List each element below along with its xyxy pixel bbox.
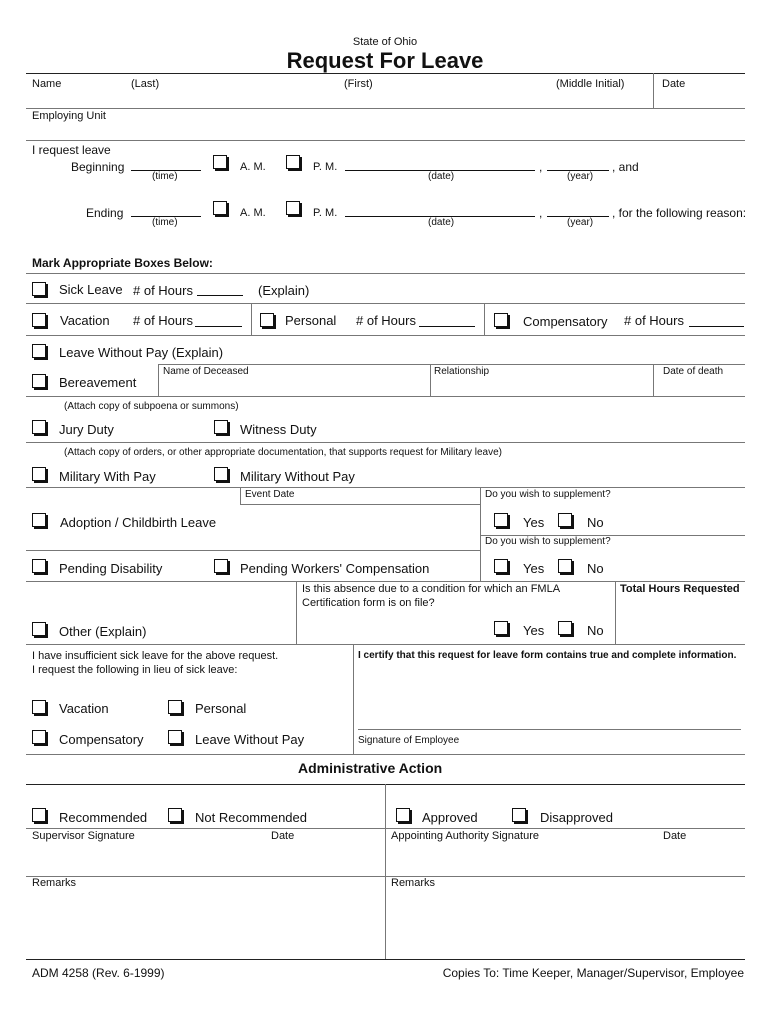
adoption-no-label: No: [587, 515, 604, 530]
insufficient-compensatory-checkbox[interactable]: [32, 730, 46, 744]
ending-comma: ,: [539, 206, 543, 220]
pending-yes-label: Yes: [523, 561, 545, 576]
witness-duty-checkbox[interactable]: [214, 420, 228, 434]
vacation-label: Vacation: [60, 313, 110, 328]
compensatory-label: Compensatory: [523, 314, 608, 329]
pending-no-checkbox[interactable]: [558, 559, 572, 573]
page-title: Request For Leave: [286, 48, 484, 73]
employing-unit-label: Employing Unit: [32, 110, 106, 122]
pending-workers-comp-checkbox[interactable]: [214, 559, 228, 573]
reason-text: , for the following reason:: [612, 206, 747, 220]
supervisor-date-label: Date: [271, 830, 295, 842]
relationship-label: Relationship: [434, 366, 490, 377]
date-label: Date: [662, 78, 686, 90]
beginning-am-label: A. M.: [240, 161, 266, 173]
vacation-hours-label: # of Hours: [133, 313, 193, 328]
fmla-yes-checkbox[interactable]: [494, 621, 508, 635]
attach-orders-note: (Attach copy of orders, or other appropriate documentation, that supports request for Military leave): [64, 447, 502, 458]
appointing-date-label: Date: [663, 830, 687, 842]
employee-signature-label: Signature of Employee: [358, 735, 460, 746]
other-checkbox[interactable]: [32, 622, 46, 636]
military-with-pay-label: Military With Pay: [59, 469, 156, 484]
insufficient-vacation-label: Vacation: [59, 701, 109, 716]
compensatory-checkbox[interactable]: [494, 313, 508, 327]
adoption-yes-checkbox[interactable]: [494, 513, 508, 527]
adoption-no-checkbox[interactable]: [558, 513, 572, 527]
jury-duty-checkbox[interactable]: [32, 420, 46, 434]
beginning-label: Beginning: [71, 160, 125, 174]
insufficient-line2: I request the following in lieu of sick leave:: [32, 664, 238, 676]
total-hours-label: Total Hours Requested: [620, 583, 740, 595]
sick-leave-label: Sick Leave: [59, 282, 123, 297]
supplement-question-2: Do you wish to supplement?: [485, 536, 611, 547]
insufficient-personal-label: Personal: [195, 701, 247, 716]
beginning-pm-checkbox[interactable]: [286, 155, 300, 169]
pending-disability-checkbox[interactable]: [32, 559, 46, 573]
copies-to: Copies To: Time Keeper, Manager/Supervisor, Employee: [442, 966, 744, 980]
form-id: ADM 4258 (Rev. 6-1999): [32, 966, 165, 980]
recommended-label: Recommended: [59, 810, 148, 825]
recommended-checkbox[interactable]: [32, 808, 46, 822]
name-label: Name: [32, 78, 62, 90]
military-without-pay-checkbox[interactable]: [214, 467, 228, 481]
pending-yes-checkbox[interactable]: [494, 559, 508, 573]
sick-leave-checkbox[interactable]: [32, 282, 46, 296]
supervisor-signature-label: Supervisor Signature: [32, 830, 135, 842]
supplement-question-1: Do you wish to supplement?: [485, 489, 611, 500]
ending-am-checkbox[interactable]: [213, 201, 227, 215]
middle-initial-label: (Middle Initial): [556, 78, 625, 90]
ending-date-caption: (date): [428, 217, 455, 228]
name-deceased-label: Name of Deceased: [163, 366, 249, 377]
appointing-signature-label: Appointing Authority Signature: [391, 830, 539, 842]
approved-label: Approved: [422, 810, 478, 825]
fmla-question-line2: Certification form is on file?: [302, 597, 435, 609]
appointing-remarks-label: Remarks: [391, 877, 436, 889]
state-label: State of Ohio: [352, 36, 418, 48]
insufficient-vacation-checkbox[interactable]: [32, 700, 46, 714]
event-date-label: Event Date: [245, 489, 295, 500]
disapproved-label: Disapproved: [540, 810, 613, 825]
ending-time-caption: (time): [152, 217, 178, 228]
pending-no-label: No: [587, 561, 604, 576]
fmla-no-label: No: [587, 623, 604, 638]
date-of-death-label: Date of death: [663, 366, 724, 377]
pending-disability-label: Pending Disability: [59, 561, 163, 576]
ending-label: Ending: [86, 206, 124, 220]
ending-pm-checkbox[interactable]: [286, 201, 300, 215]
approved-checkbox[interactable]: [396, 808, 410, 822]
first-label: (First): [344, 78, 373, 90]
beginning-pm-label: P. M.: [313, 161, 338, 173]
military-without-pay-label: Military Without Pay: [240, 469, 355, 484]
request-intro: I request leave: [32, 143, 111, 157]
personal-label: Personal: [285, 313, 337, 328]
supervisor-remarks-label: Remarks: [32, 877, 77, 889]
insufficient-lwop-label: Leave Without Pay: [195, 732, 305, 747]
bereavement-checkbox[interactable]: [32, 374, 46, 388]
fmla-no-checkbox[interactable]: [558, 621, 572, 635]
witness-duty-label: Witness Duty: [240, 422, 317, 437]
insufficient-personal-checkbox[interactable]: [168, 700, 182, 714]
insufficient-compensatory-label: Compensatory: [59, 732, 144, 747]
ending-am-label: A. M.: [240, 207, 266, 219]
bereavement-label: Bereavement: [59, 375, 137, 390]
certify-statement: I certify that this request for leave form contains true and complete information.: [358, 650, 737, 661]
attach-subpoena-note: (Attach copy of subpoena or summons): [64, 401, 239, 412]
vacation-checkbox[interactable]: [32, 313, 46, 327]
personal-checkbox[interactable]: [260, 313, 274, 327]
military-with-pay-checkbox[interactable]: [32, 467, 46, 481]
beginning-time-caption: (time): [152, 171, 178, 182]
fmla-yes-label: Yes: [523, 623, 545, 638]
and-text: , and: [612, 160, 639, 174]
sick-explain-label: (Explain): [258, 283, 310, 298]
insufficient-lwop-checkbox[interactable]: [168, 730, 182, 744]
not-recommended-label: Not Recommended: [195, 810, 307, 825]
beginning-comma: ,: [539, 160, 543, 174]
fmla-question-line1: Is this absence due to a condition for which an FMLA: [302, 583, 561, 595]
insufficient-line1: I have insufficient sick leave for the above request.: [32, 650, 279, 662]
compensatory-hours-label: # of Hours: [624, 313, 684, 328]
disapproved-checkbox[interactable]: [512, 808, 526, 822]
beginning-date-caption: (date): [428, 171, 455, 182]
ending-pm-label: P. M.: [313, 207, 338, 219]
last-label: (Last): [131, 78, 160, 90]
pending-workers-comp-label: Pending Workers' Compensation: [240, 561, 430, 576]
lwop-checkbox[interactable]: [32, 344, 46, 358]
beginning-am-checkbox[interactable]: [213, 155, 227, 169]
other-label: Other (Explain): [59, 624, 147, 639]
adoption-label: Adoption / Childbirth Leave: [60, 515, 217, 530]
ending-year-caption: (year): [567, 217, 594, 228]
mark-boxes-heading: Mark Appropriate Boxes Below:: [32, 256, 213, 270]
admin-action-heading: Administrative Action: [298, 760, 443, 776]
adoption-yes-label: Yes: [523, 515, 545, 530]
jury-duty-label: Jury Duty: [59, 422, 114, 437]
personal-hours-label: # of Hours: [356, 313, 416, 328]
lwop-label: Leave Without Pay (Explain): [59, 345, 224, 360]
adoption-checkbox[interactable]: [32, 513, 46, 527]
sick-hours-label: # of Hours: [133, 283, 193, 298]
beginning-year-caption: (year): [567, 171, 594, 182]
not-recommended-checkbox[interactable]: [168, 808, 182, 822]
